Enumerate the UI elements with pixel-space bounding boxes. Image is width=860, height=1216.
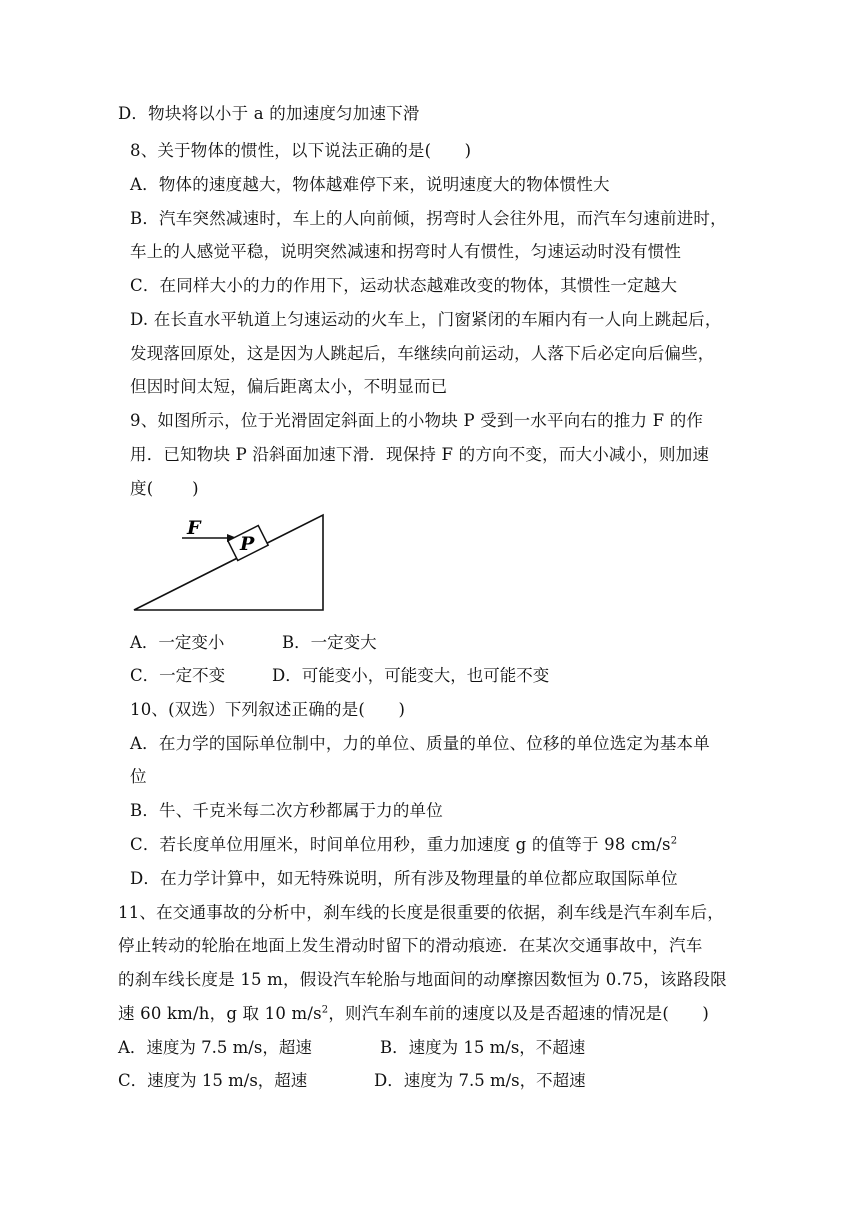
q11-stem-line2: 停止转动的轮胎在地面上发生滑动时留下的滑动痕迹．在某次交通事故中，汽车 (118, 936, 703, 955)
incline-diagram (130, 510, 330, 616)
q8-option-b-line1: B．汽车突然减速时，车上的人向前倾，拐弯时人会往外甩，而汽车匀速前进时， (130, 209, 727, 228)
q11-stem-line4: 速 60 km/h，g 取 10 $m/s^2$，则汽车刹车前的速度以及是否超速的情况是( ) (118, 1004, 710, 1023)
force-label: F (187, 517, 201, 539)
q10-option-b: B．牛、千克米每二次方秒都属于力的单位 (130, 801, 443, 820)
q9-options-row1 (130, 633, 730, 655)
q9-stem-line3: 度( ) (130, 479, 199, 498)
q9-option-d: D．可能变小，可能变大，也可能不变 (272, 666, 550, 685)
q11-option-d: D．速度为 7.5 m/s，不超速 (374, 1071, 586, 1090)
q10-stem: 10、(双选）下列叙述正确的是( ) (130, 700, 406, 719)
q11-option-c: C．速度为 15 m/s，超速 (118, 1071, 308, 1090)
q8-option-c: C．在同样大小的力的作用下，运动状态越难改变的物体，其惯性一定越大 (130, 276, 678, 295)
q9-option-c: C．一定不变 (130, 666, 226, 685)
q10-option-a-line2: 位 (130, 767, 147, 786)
q9-options-row2 (130, 666, 730, 688)
q8-stem: 8、关于物体的惯性，以下说法正确的是( ) (130, 141, 472, 160)
q11-options-row1 (118, 1038, 738, 1060)
q11-stem-line3: 的刹车线长度是 15 m，假设汽车轮胎与地面间的动摩擦因数恒为 0.75，该路段限 (118, 970, 727, 989)
q9-stem-line1: 9、如图所示，位于光滑固定斜面上的小物块 P 受到一水平向右的推力 F 的作 (130, 411, 704, 430)
q8-option-d-line2: 发现落回原处，这是因为人跳起后，车继续向前运动，人落下后必定向后偏些， (130, 344, 715, 363)
q10-option-c: C．若长度单位用厘米，时间单位用秒，重力加速度 g 的值等于 98 $cm/s^2$ (130, 835, 678, 854)
q11-option-b: B．速度为 15 m/s，不超速 (380, 1038, 586, 1057)
q9-stem-line2: 用．已知物块 P 沿斜面加速下滑．现保持 F 的方向不变，而大小减小，则加速 (130, 445, 710, 464)
q8-option-a: A．物体的速度越大，物体越难停下来，说明速度大的物体惯性大 (130, 175, 610, 194)
q8-option-d-line1: D. 在长直水平轨道上匀速运动的火车上，门窗紧闭的车厢内有一人向上跳起后， (130, 310, 722, 329)
block-label: P (240, 533, 255, 555)
q11-options-row2 (118, 1071, 738, 1093)
q11-stem-line1: 11、在交通事故的分析中，刹车线的长度是很重要的依据，刹车线是汽车刹车后， (118, 903, 724, 922)
q10-option-a-line1: A．在力学的国际单位制中，力的单位、质量的单位、位移的单位选定为基本单 (130, 734, 710, 753)
q9-option-a: A．一定变小 (130, 633, 225, 652)
q11-option-a: A．速度为 7.5 m/s，超速 (118, 1038, 312, 1057)
q8-option-d-line3: 但因时间太短，偏后距离太小，不明显而已 (130, 377, 448, 396)
q8-option-b-line2: 车上的人感觉平稳，说明突然减速和拐弯时人有惯性，匀速运动时没有惯性 (130, 242, 682, 261)
q10-option-d: D．在力学计算中，如无特殊说明，所有涉及物理量的单位都应取国际单位 (130, 869, 678, 888)
q7-option-d: D．物块将以小于 a 的加速度匀加速下滑 (118, 104, 420, 123)
incline-triangle (134, 515, 323, 610)
q9-option-b: B．一定变大 (282, 633, 377, 652)
